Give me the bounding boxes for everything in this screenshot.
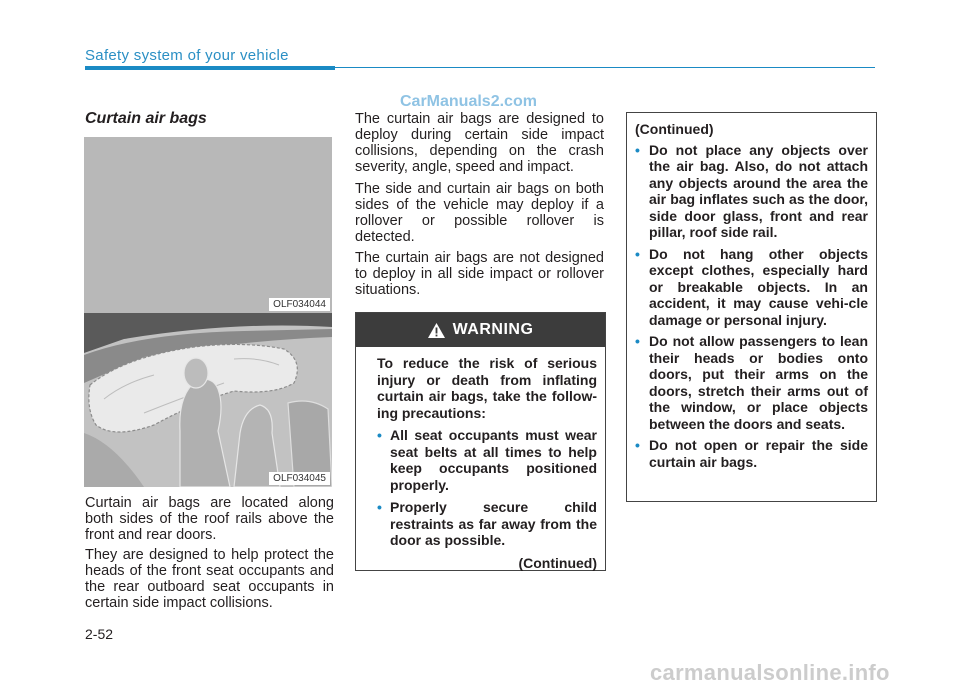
warning-title: WARNING: [452, 321, 534, 338]
warning-bullet: • Properly secure child restraints as far away from the door as possible.: [377, 499, 597, 549]
continued-heading: (Continued): [635, 121, 714, 137]
warning-bullet: • All seat occupants must wear seat belts at all times to help keep occupants positioned properly.: [377, 427, 597, 493]
middle-paragraph-3: The curtain air bags are not designed to deploy in all side impact or rollover situations.: [355, 250, 604, 298]
continued-bullet: • Do not allow passengers to lean their heads or bodies onto doors, put their arms on the doors, stretch their arms out of the window, or place objects between the doors and seats.: [635, 333, 868, 432]
figure-roof-rail-illustration: [84, 137, 332, 313]
continued-bullet: • Do not open or repair the side curtain air bags.: [635, 437, 868, 470]
continued-body: [627, 113, 876, 470]
watermark-bottom: carmanualsonline.info: [650, 660, 890, 685]
warning-continued: (Continued): [518, 554, 597, 571]
continued-warning-box: [626, 112, 877, 502]
left-paragraph-1: Curtain air bags are located along both sides of the roof rails above the front and rear doors.: [85, 495, 334, 543]
warning-body: [356, 347, 605, 571]
figure-label-1: OLF034044: [269, 298, 330, 311]
warning-intro: To reduce the risk of serious injury or death from inflating curtain air bags, take the follow-ing precautions:: [377, 355, 597, 421]
middle-paragraph-2: The side and curtain air bags on both sides of the vehicle may deploy if a rollover or possible rollover is detected.: [355, 181, 604, 245]
header-rule-thin: [335, 67, 875, 68]
curtain-airbag-illustration: [84, 313, 332, 487]
warning-box: [355, 312, 606, 571]
header-rule-thick: [85, 66, 335, 70]
figure-roof-rail: [84, 137, 332, 313]
continued-bullet: • Do not place any objects over the air bag. Also, do not attach any objects around the area the air bag inflates such as the door, side door glass, front and rear pillar, roof side rail.: [635, 142, 868, 241]
section-title: Safety system of your vehicle: [85, 47, 289, 64]
warning-header: [356, 313, 605, 347]
watermark-top: CarManuals2.com: [400, 93, 537, 110]
continued-bullet: • Do not hang other objects except clothes, especially hard or breakable objects. In an accident, it may cause vehi-cle damage or personal injury.: [635, 246, 868, 329]
figure-label-2: OLF034045: [269, 472, 330, 485]
page-number: 2-52: [85, 626, 114, 642]
heading-curtain-air-bags: Curtain air bags: [85, 110, 207, 127]
figure-curtain-airbag: [84, 313, 332, 487]
warning-triangle-icon: [428, 323, 445, 338]
middle-paragraph-1: The curtain air bags are designed to deploy during certain side impact collisions, depending on the crash severity, angle, speed and impact.: [355, 111, 604, 175]
left-paragraph-2: They are designed to help protect the heads of the front seat occupants and the rear outboard seat occupants in certain side impact collisions.: [85, 547, 334, 611]
